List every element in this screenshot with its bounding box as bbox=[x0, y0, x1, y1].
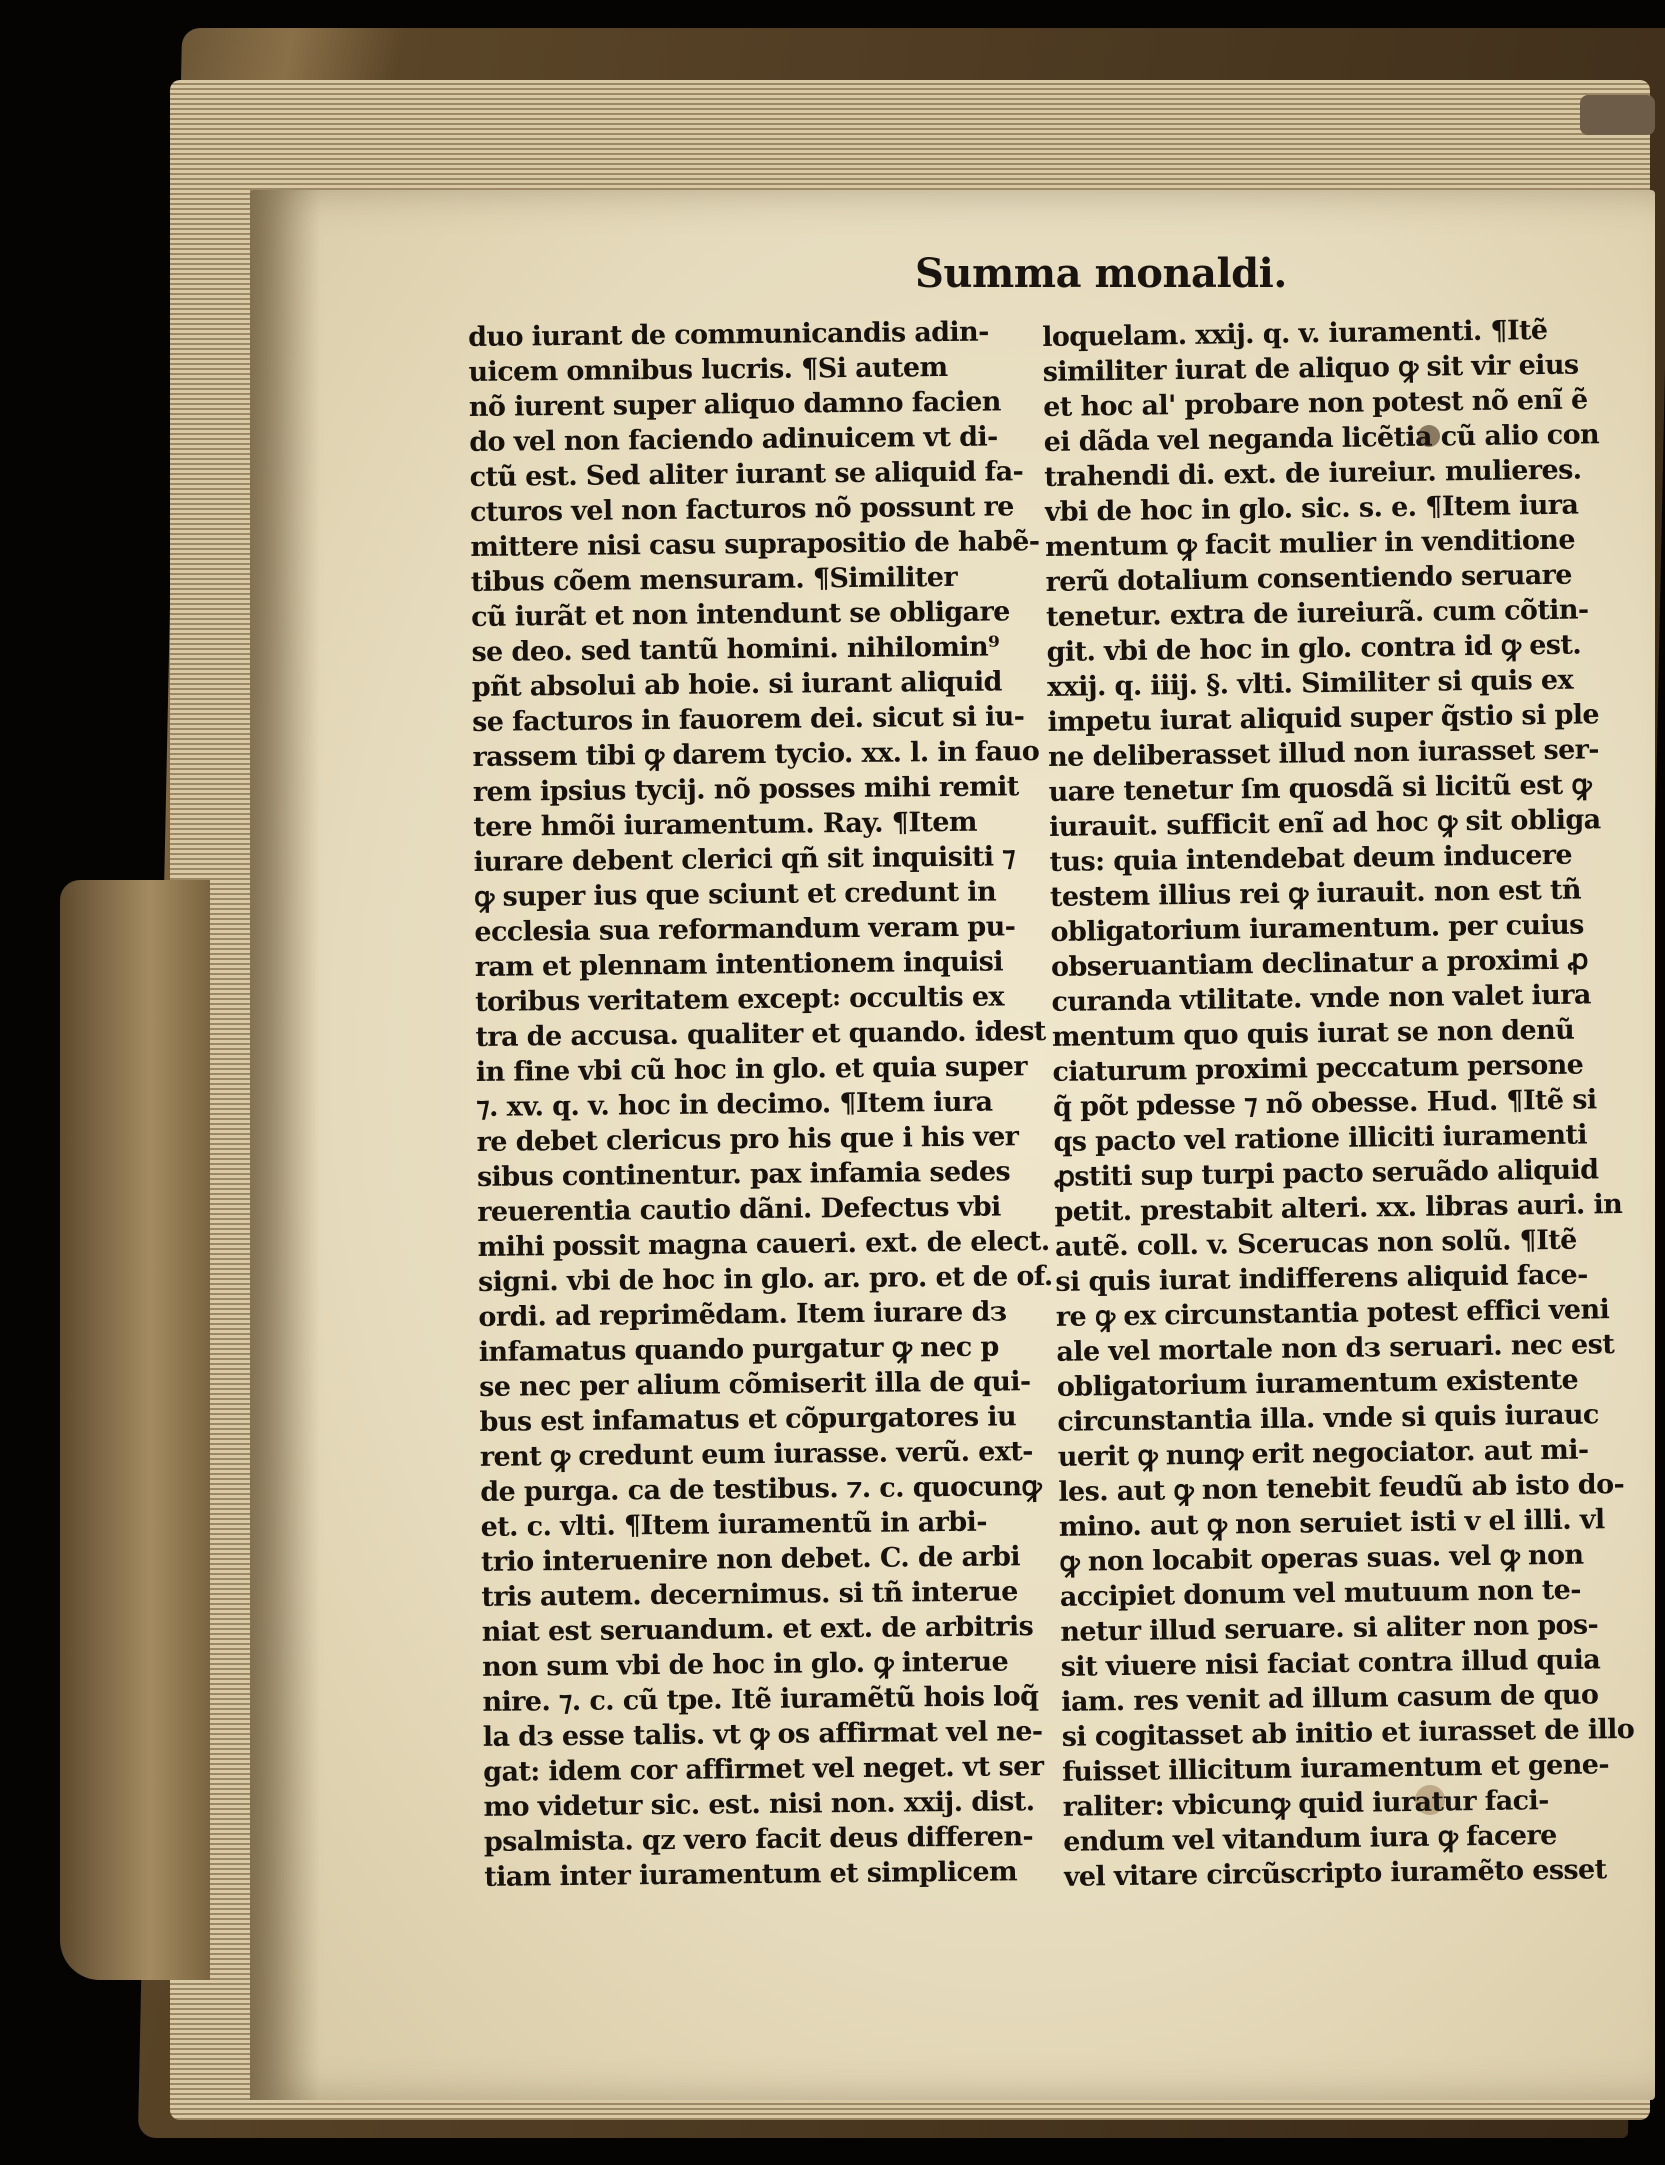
text-line: ꝙ super ius que sciunt et credunt in bbox=[473, 876, 997, 913]
text-line: sibus continentur. pax infamia sedes bbox=[476, 1156, 1011, 1193]
text-line: loquelam. xxij. q. v. iuramenti. ¶Itẽ bbox=[1042, 314, 1548, 353]
text-line: ram et plennam intentionem inquisi bbox=[474, 946, 1004, 983]
text-line: bus est infamatus et cõpurgatores iu bbox=[479, 1401, 1017, 1438]
text-line: trahendi di. ext. de iureiur. mulieres. bbox=[1043, 454, 1582, 493]
running-head: Summa monaldi. bbox=[915, 250, 1287, 297]
text-line: reuerentia cautio dãni. Defectus vbi bbox=[477, 1191, 1001, 1228]
text-line: si quis iurat indifferens aliquid face- bbox=[1055, 1259, 1588, 1298]
text-line: rent ꝙ credunt eum iurasse. verũ. ext- bbox=[479, 1436, 1033, 1473]
text-line: tus: quia intendebat deum inducere bbox=[1049, 839, 1573, 878]
text-line: q̃ põt pdesse ⁊ nõ obesse. Hud. ¶Itẽ si bbox=[1052, 1084, 1597, 1123]
text-line: tiam inter iuramentum et simplicem bbox=[484, 1856, 1018, 1893]
text-line: gat: idem cor affirmet vel neget. vt ser bbox=[483, 1751, 1044, 1788]
text-line: in fine vbi cũ hoc in glo. et quia super bbox=[475, 1051, 1028, 1088]
text-line: ecclesia sua reformandum veram pu- bbox=[474, 911, 1016, 948]
text-line: git. vbi de hoc in glo. contra id ꝙ est. bbox=[1046, 629, 1582, 668]
left-text-column bbox=[468, 314, 1079, 1895]
text-line: si cogitasset ab initio et iurasset de illo bbox=[1061, 1713, 1635, 1753]
text-line: endum vel vitandum iura ꝙ facere bbox=[1063, 1819, 1557, 1858]
text-line: tra de accusa. qualiter et quando. idest bbox=[475, 1015, 1046, 1053]
text-line: tere hmõi iuramentum. Ray. ¶Item bbox=[473, 806, 977, 843]
text-line: ordi. ad reprimẽdam. Item iurare dз bbox=[478, 1296, 1007, 1333]
text-line: obligatorium iuramentum existente bbox=[1056, 1364, 1579, 1403]
text-line: uare tenetur ſm quosdã si licitũ est ꝙ bbox=[1048, 769, 1592, 808]
bookmark-ribbon bbox=[1580, 95, 1655, 135]
text-line: vel vitare circũscripto iuramẽto esset bbox=[1063, 1854, 1607, 1893]
text-line: la dз esse talis. vt ꝙ os affirmat vel ne- bbox=[482, 1716, 1043, 1753]
text-line: testem illius rei ꝙ iurauit. non est tñ bbox=[1049, 874, 1582, 913]
text-line: et. c. vlti. ¶Item iuramentũ in arbi- bbox=[480, 1506, 988, 1543]
text-line: niat est seruandum. et ext. de arbitris bbox=[481, 1611, 1034, 1648]
text-line: obligatorium iuramentum. per cuius bbox=[1050, 909, 1584, 948]
text-line: de purga. ca de testibus. ⁊. c. quocunꝙ bbox=[480, 1471, 1042, 1508]
text-line: qs pacto vel ratione illiciti iuramenti bbox=[1053, 1119, 1588, 1158]
text-line: mo videtur sic. est. nisi non. xxij. dist. bbox=[483, 1786, 1035, 1823]
book-fore-edge bbox=[60, 880, 210, 1980]
text-line: pñt absolui ab hoie. si iurant aliquid bbox=[471, 666, 1002, 703]
text-line: circunstantia illa. vnde si quis iurauc bbox=[1057, 1399, 1599, 1438]
text-line: impetu iurat aliquid super q̃stio si ple bbox=[1047, 699, 1600, 738]
text-line: tibus cõem mensuram. ¶Similiter bbox=[470, 561, 958, 598]
text-line: petit. prestabit alteri. xx. libras auri. in bbox=[1054, 1188, 1623, 1228]
text-line: mentum ꝙ facit mulier in venditione bbox=[1044, 524, 1576, 563]
text-line: ne deliberasset illud non iurasset ser- bbox=[1047, 734, 1600, 773]
text-line: nire. ⁊. c. cũ tpe. Itẽ iuramẽtũ hois loq̃ bbox=[482, 1681, 1039, 1718]
text-line: rassem tibi ꝙ darem tycio. xx. l. in fauo bbox=[472, 736, 1040, 773]
text-line: iurare debent clerici qñ sit inquisiti ⁊ bbox=[473, 841, 1016, 878]
text-line: les. aut ꝙ non tenebit feudũ ab isto do- bbox=[1058, 1468, 1625, 1508]
right-text-column bbox=[1042, 312, 1649, 1895]
text-line: vbi de hoc in glo. sic. s. e. ¶Item iura bbox=[1044, 489, 1579, 528]
text-line: autẽ. coll. v. Scerucas non solũ. ¶Itẽ bbox=[1054, 1224, 1577, 1263]
text-line: non sum vbi de hoc in glo. ꝙ interue bbox=[481, 1646, 1009, 1683]
text-line: duo iurant de communicandis adin- bbox=[468, 316, 989, 353]
text-line: similiter iurat de aliquo ꝙ sit vir eius bbox=[1042, 349, 1579, 388]
text-line: rerũ dotalium consentiendo seruare bbox=[1045, 559, 1573, 598]
text-line: psalmista. qz vero facit deus differen- bbox=[483, 1821, 1034, 1858]
text-line: mihi possit magna caueri. ext. de elect. bbox=[477, 1225, 1050, 1263]
text-line: uerit ꝙ nunꝙ erit negociator. aut mi- bbox=[1057, 1434, 1589, 1473]
text-line: ei dãda vel neganda licẽtia cũ alio con bbox=[1043, 419, 1600, 458]
text-line: iurauit. sufficit enĩ ad hoc ꝙ sit obliga bbox=[1048, 804, 1601, 843]
text-line: iam. res venit ad illum casum de quo bbox=[1061, 1679, 1599, 1718]
text-line: ale vel mortale non dз seruari. nec est bbox=[1056, 1329, 1615, 1368]
text-line: mentum quo quis iurat se non denũ bbox=[1051, 1014, 1575, 1053]
text-line: do vel non faciendo adinuicem vt di- bbox=[469, 421, 998, 458]
text-line: ctũ est. Sed aliter iurant se aliquid fa- bbox=[469, 456, 1024, 493]
text-line: se deo. sed tantũ homini. nihilomin⁹ bbox=[471, 631, 1000, 668]
text-line: ciaturum proximi peccatum persone bbox=[1052, 1049, 1584, 1088]
text-line: sit viuere nisi faciat contra illud quia bbox=[1060, 1644, 1601, 1683]
text-line: cũ iurãt et non intendunt se obligare bbox=[470, 596, 1010, 633]
text-line: accipiet donum vel mutuum non te- bbox=[1059, 1574, 1582, 1613]
text-line: xxij. q. iiij. §. vlti. Similiter si quis ex bbox=[1046, 664, 1574, 703]
text-line: raliter: vbicunꝙ quid iuratur faci- bbox=[1062, 1785, 1550, 1823]
text-line: se facturos in fauorem dei. sicut si iu- bbox=[472, 701, 1025, 738]
text-line: nõ iurent super aliquo damno facien bbox=[468, 386, 1001, 423]
text-line: uicem omnibus lucris. ¶Si autem bbox=[468, 351, 948, 388]
text-line: toribus veritatem except꞉ occultis ex bbox=[474, 981, 1005, 1018]
text-line: curanda vtilitate. vnde non valet iura bbox=[1051, 979, 1591, 1018]
text-line: tris autem. decernimus. si tñ interue bbox=[481, 1576, 1018, 1613]
text-line: tenetur. extra de iureiurã. cum cõtin- bbox=[1045, 594, 1589, 633]
text-line: et hoc al' probare non potest nõ enĩ ẽ bbox=[1043, 384, 1588, 423]
text-line: netur illud seruare. si aliter non pos- bbox=[1060, 1609, 1599, 1648]
text-line: trio interuenire non debet. C. de arbi bbox=[480, 1541, 1021, 1578]
text-line: ꝙ non locabit operas suas. vel ꝙ non bbox=[1059, 1539, 1584, 1578]
text-line: ⁊. xv. q. v. hoc in decimo. ¶Item iura bbox=[476, 1086, 993, 1123]
text-line: infamatus quando purgatur ꝙ nec p bbox=[478, 1331, 999, 1368]
text-line: signi. vbi de hoc in glo. ar. pro. et de of. bbox=[477, 1260, 1053, 1298]
text-line: re ꝙ ex circunstantia potest effici veni bbox=[1055, 1294, 1610, 1333]
text-line: rem ipsius tycij. nõ posses mihi remit bbox=[472, 771, 1019, 808]
page-gutter-shadow bbox=[250, 190, 320, 2100]
text-line: cturos vel non facturos nõ possunt re bbox=[469, 491, 1014, 528]
text-line: mino. aut ꝙ non seruiet isti v el illi. vl bbox=[1058, 1504, 1605, 1543]
text-line: re debet clericus pro his que i his ver bbox=[476, 1121, 1019, 1158]
text-line: obseruantiam declinatur a proximi ꝓ bbox=[1050, 944, 1589, 983]
text-line: se nec per alium cõmiserit illa de qui- bbox=[479, 1366, 1031, 1403]
text-line: mittere nisi casu suprapositio de habẽ- bbox=[470, 526, 1040, 563]
text-line: fuisset illicitum iuramentum et gene- bbox=[1062, 1749, 1610, 1788]
text-line: ꝓstiti sup turpi pacto seruãdo aliquid bbox=[1053, 1154, 1599, 1193]
